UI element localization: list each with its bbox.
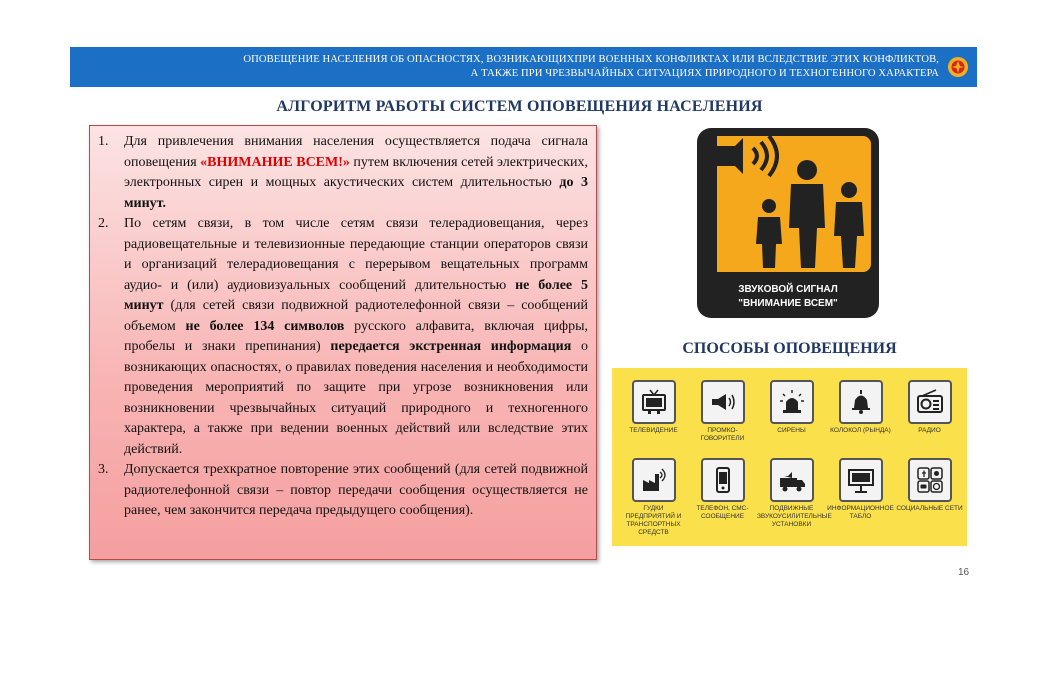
method-label: ПОДВИЖНЫЕ ЗВУКОУСИЛИТЕЛЬНЫЕ УСТАНОВКИ bbox=[757, 505, 832, 528]
info-board-icon bbox=[847, 466, 875, 494]
method-label: ТЕЛЕВИДЕНИЕ bbox=[629, 427, 678, 434]
item-number: 3. bbox=[98, 462, 109, 477]
method-tile-info-board bbox=[826, 458, 895, 521]
method-label: ГУДКИ ПРЕДПРИЯТИЙ И ТРАНСПОРТНЫХ СРЕДСТВ bbox=[625, 505, 682, 536]
method-tile-sirens bbox=[757, 380, 826, 435]
bell-icon bbox=[847, 388, 875, 416]
loudspeaker-icon bbox=[709, 388, 737, 416]
algorithm-textbox bbox=[89, 125, 597, 560]
pole bbox=[705, 136, 717, 272]
list-item bbox=[98, 460, 588, 522]
method-label: ПРОМКО-ГОВОРИТЕЛИ bbox=[700, 427, 745, 442]
phone-icon bbox=[709, 466, 737, 494]
item-text: (для сетей связи подвижной радиотелефонной связи – сообщений объемом bbox=[124, 298, 588, 334]
method-label: ИНФОРМАЦИОННОЕ ТАБЛО bbox=[827, 505, 894, 520]
method-label: КОЛОКОЛ (РЫНДА) bbox=[830, 427, 891, 434]
method-label: СИРЕНЫ bbox=[777, 427, 806, 434]
item-text: о возникающих опасностях, о правилах поведения населения и необходимости проведения мероприятий по защите при угрозе возникновения или возникновении чрезвычайных ситуаций природного и техногенного характера, а также при ведении военных действий или вследствие этих действий. bbox=[124, 339, 589, 457]
header-banner bbox=[70, 47, 977, 87]
method-tile-loudspeakers bbox=[688, 380, 757, 443]
sign-caption-line-1: ЗВУКОВОЙ СИГНАЛ bbox=[738, 284, 838, 295]
methods-panel bbox=[612, 368, 967, 546]
methods-title: СПОСОБЫ ОПОВЕЩЕНИЯ bbox=[682, 340, 897, 357]
item-text: По сетям связи, в том числе сетям связи телерадиовещания, через радиовещательные и телевизионные передающие станции операторов связи и организаций телерадиовещания с перерывом вещательных программ аудио- и (или) аудиовизуальных сообщений длительностью bbox=[124, 216, 588, 293]
method-tile-social-networks bbox=[895, 458, 964, 513]
item-number: 2. bbox=[98, 216, 109, 231]
algorithm-list bbox=[90, 126, 596, 522]
item-text: Для привлечения внимания населения осуществляется подача сигнала оповещения bbox=[124, 134, 588, 170]
list-item bbox=[98, 132, 588, 214]
page-number: 16 bbox=[958, 567, 970, 578]
item-bold-text: не более 134 символов bbox=[185, 318, 345, 334]
tv-icon bbox=[640, 388, 668, 416]
item-text: Допускается трехкратное повторение этих сообщений (для сетей подвижной радиотелефонной связи – повтор передачи сообщения осуществляется не ранее, чем закончится передача предыдущего сообщения). bbox=[124, 462, 588, 518]
method-tile-factory-horns bbox=[619, 458, 688, 537]
item-bold-text: не более 5 минут bbox=[124, 277, 589, 313]
method-tile-mobile-units bbox=[757, 458, 832, 529]
sign-caption-line-2: "ВНИМАНИЕ ВСЕМ" bbox=[738, 298, 838, 309]
page-title: АЛГОРИТМ РАБОТЫ СИСТЕМ ОПОВЕЩЕНИЯ НАСЕЛЕНИЯ bbox=[276, 98, 763, 115]
factory-horn-icon bbox=[640, 466, 668, 494]
method-label: СОЦИАЛЬНЫЕ СЕТИ bbox=[896, 505, 963, 512]
header-line-1: ОПОВЕЩЕНИЕ НАСЕЛЕНИЯ ОБ ОПАСНОСТЯХ, ВОЗНИКАЮЩИХПРИ ВОЕННЫХ КОНФЛИКТАХ ИЛИ ВСЛЕДСТВИЕ ЭТИХ КОНФЛИКТОВ, bbox=[243, 54, 939, 65]
method-tile-radio bbox=[895, 380, 964, 435]
method-tile-phone-sms bbox=[688, 458, 757, 521]
social-networks-icon bbox=[916, 466, 944, 494]
loudspeaker-vehicle-icon bbox=[778, 466, 806, 494]
header-text bbox=[243, 53, 939, 80]
radio-icon bbox=[916, 388, 944, 416]
item-bold-text: до 3 минут. bbox=[124, 175, 588, 211]
method-label: ТЕЛЕФОН, СМС-СООБЩЕНИЕ bbox=[696, 505, 749, 520]
item-text: путем включения сетей электрических, электронных сирен и мощных акустических систем длительностью bbox=[124, 154, 589, 190]
method-tile-tv bbox=[619, 380, 688, 435]
list-item bbox=[98, 214, 588, 460]
header-line-2: А ТАКЖЕ ПРИ ЧРЕЗВЫЧАЙНЫХ СИТУАЦИЯХ ПРИРОДНОГО И ТЕХНОГЕННОГО ХАРАКТЕРА bbox=[470, 67, 939, 79]
signal-name-highlight: «ВНИМАНИЕ ВСЕМ!» bbox=[200, 154, 350, 170]
method-label: РАДИО bbox=[918, 427, 941, 434]
item-number: 1. bbox=[98, 134, 109, 149]
item-text: русского алфавита, включая цифры, пробелы и знаки препинания) bbox=[124, 318, 588, 354]
emercom-emblem-icon bbox=[947, 56, 969, 78]
item-bold-text: передается экстренная информация bbox=[330, 339, 572, 354]
method-tile-bell bbox=[826, 380, 895, 435]
warning-signal-sign bbox=[697, 128, 879, 318]
siren-icon bbox=[778, 388, 806, 416]
